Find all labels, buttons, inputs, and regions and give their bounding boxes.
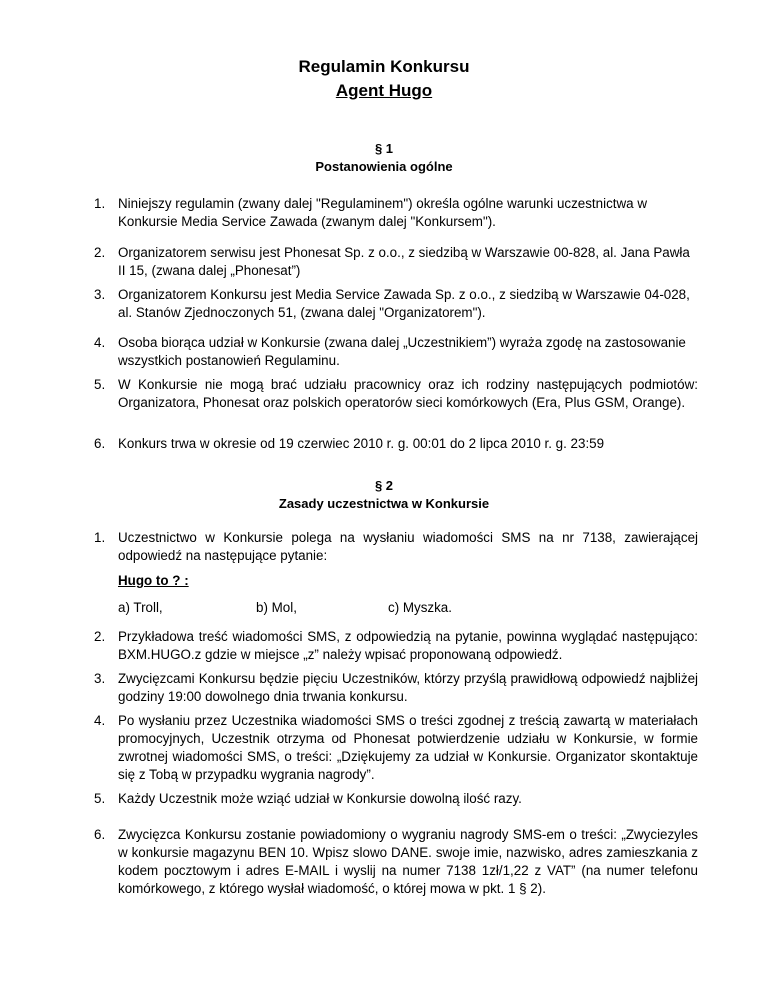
section-1-number: § 1 [374,141,394,156]
s1-item-5-text: W Konkursie nie mogą brać udziału pracownicy oraz ich rodziny następujących podmiotów: Organizatora, Phonesat oraz polskich operatorów sieci komórkowych (Era, Plus GSM, Orange). [118,377,698,410]
s2-item-1-number: 1. [94,530,106,545]
s1-item-2-text: Organizatorem serwisu jest Phonesat Sp. z o.o., z siedzibą w Warszawie 00-828, al. Jana Pawła II 15, (zwana dalej „Phonesat”) [118,245,690,278]
section-1-title: Postanowienia ogólne [315,159,453,174]
s2-item-2-number: 2. [94,629,106,644]
s1-item-3-number: 3. [94,287,106,302]
s2-item-1-text: Uczestnictwo w Konkursie polega na wysłaniu wiadomości SMS na nr 7138, zawierającej odpowiedź na następujące pytanie: [118,530,698,563]
s1-item-2-number: 2. [94,245,106,260]
s2-item-5-number: 5. [94,791,106,806]
section-2-title: Zasady uczestnictwa w Konkursie [278,496,490,511]
answer-option-c: c) Myszka. [388,600,452,615]
document-title: Regulamin Konkursu [298,57,470,76]
contest-question: Hugo to ? : [118,573,189,588]
s2-item-6-text: Zwycięzca Konkursu zostanie powiadomiony o wygraniu nagrody SMS-em o treści: „Zwyciezyles w konkursie magazynu BEN 10. Wpisz slowo DANE. swoje imie, nazwisko, adres zamieszkania z kodem pocztowym i adres E-MAIL i wyslij na numer 7138 1zł/1,22 z VAT” (na numer telefonu komórkowego, z którego wysłał wiadomość, o której mowa w pkt. 1 § 2). [118,827,698,896]
s1-item-6-number: 6. [94,436,106,451]
s1-item-4-number: 4. [94,335,106,350]
s2-item-2-text: Przykładowa treść wiadomości SMS, z odpowiedzią na pytanie, powinna wyglądać następująco: BXM.HUGO.z gdzie w miejsce „z” należy wpisać proponowaną odpowiedź. [118,629,698,662]
s2-item-3-text: Zwycięzcami Konkursu będzie pięciu Uczestników, którzy przyślą prawidłową odpowiedź najbliżej godziny 19:00 dowolnego dnia trwania konkursu. [118,671,698,704]
s1-item-4-text: Osoba biorąca udział w Konkursie (zwana dalej „Uczestnikiem”) wyraża zgodę na zastosowanie wszystkich postanowień Regulaminu. [118,335,686,368]
s2-item-3-number: 3. [94,671,106,686]
s1-item-1-number: 1. [94,196,106,211]
s1-item-1-text: Niniejszy regulamin (zwany dalej "Regulaminem") określa ogólne warunki uczestnictwa w Konkursie Media Service Zawada (zwanym dalej "Konkursem"). [118,196,647,229]
s1-item-6-text: Konkurs trwa w okresie od 19 czerwiec 2010 r. g. 00:01 do 2 lipca 2010 r. g. 23:59 [118,436,605,451]
document-subtitle: Agent Hugo [335,81,433,100]
answer-option-b: b) Mol, [256,600,297,615]
s2-item-4-number: 4. [94,713,106,728]
s2-item-6-number: 6. [94,827,106,842]
s2-item-5-text: Każdy Uczestnik może wziąć udział w Konkursie dowolną ilość razy. [118,791,522,806]
s1-item-5-number: 5. [94,377,106,392]
s1-item-3-text: Organizatorem Konkursu jest Media Service Zawada Sp. z o.o., z siedzibą w Warszawie 04-028, al. Stanów Zjednoczonych 51, (zwana dalej "Organizatorem"). [118,287,690,320]
section-2-number: § 2 [374,478,394,493]
answer-option-a: a) Troll, [118,600,163,615]
s2-item-4-text: Po wysłaniu przez Uczestnika wiadomości SMS o treści zgodnej z treścią zawartą w materiałach promocyjnych, Uczestnik otrzyma od Phonesat potwierdzenie udziału w Konkursie, w formie zwrotnej wiadomości SMS, o treści: „Dziękujemy za udział w Konkursie. Organizator skontaktuje się z Tobą w przypadku wygrania nagrody”. [118,713,698,782]
